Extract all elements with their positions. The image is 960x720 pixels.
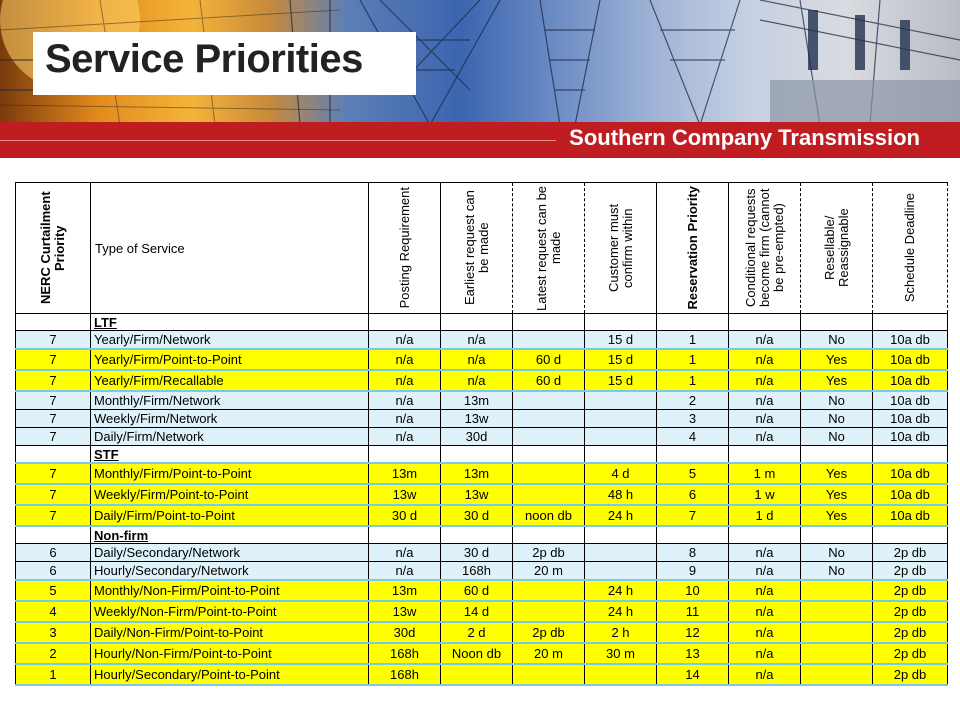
table-cell: 8 bbox=[657, 544, 729, 562]
table-row bbox=[16, 580, 948, 601]
table-cell bbox=[801, 601, 873, 622]
table-cell: n/a bbox=[441, 349, 513, 370]
table-row bbox=[16, 643, 948, 664]
table-cell: 12 bbox=[657, 622, 729, 643]
table-cell: 30 d bbox=[369, 505, 441, 526]
table-cell bbox=[369, 314, 441, 331]
table-cell: 6 bbox=[16, 544, 91, 562]
table-cell bbox=[801, 664, 873, 685]
table-cell: 1 bbox=[657, 370, 729, 391]
table-cell: 30 d bbox=[441, 505, 513, 526]
table-cell bbox=[513, 664, 585, 685]
table-cell: 14 bbox=[657, 664, 729, 685]
table-cell bbox=[585, 544, 657, 562]
table-cell bbox=[513, 484, 585, 505]
table-cell: 2p db bbox=[873, 622, 948, 643]
table-cell bbox=[801, 622, 873, 643]
table-cell: Hourly/Non-Firm/Point-to-Point bbox=[91, 643, 369, 664]
table-cell: 2p db bbox=[873, 643, 948, 664]
section-label: STF bbox=[91, 446, 369, 464]
table-cell: 4 bbox=[16, 601, 91, 622]
table-cell bbox=[585, 410, 657, 428]
table-cell: 2p db bbox=[873, 664, 948, 685]
table-cell bbox=[729, 526, 801, 544]
table-cell: Yes bbox=[801, 463, 873, 484]
table-cell: Daily/Secondary/Network bbox=[91, 544, 369, 562]
table-cell: Daily/Firm/Network bbox=[91, 428, 369, 446]
table-cell: n/a bbox=[369, 410, 441, 428]
table-cell bbox=[657, 314, 729, 331]
table-row bbox=[16, 391, 948, 410]
table-row bbox=[16, 331, 948, 350]
table-row bbox=[16, 349, 948, 370]
table-cell: 13w bbox=[441, 484, 513, 505]
company-bar bbox=[0, 122, 960, 158]
col-header-deadline: Schedule Deadline bbox=[873, 183, 948, 314]
table-cell: No bbox=[801, 391, 873, 410]
table-cell: 7 bbox=[16, 410, 91, 428]
table-cell bbox=[801, 643, 873, 664]
table-cell: Weekly/Non-Firm/Point-to-Point bbox=[91, 601, 369, 622]
table-cell: Yes bbox=[801, 349, 873, 370]
table-cell: 5 bbox=[16, 580, 91, 601]
table-cell: 30 m bbox=[585, 643, 657, 664]
table-cell: 60 d bbox=[513, 349, 585, 370]
table-cell: 2p db bbox=[873, 601, 948, 622]
table-cell: 1 m bbox=[729, 463, 801, 484]
table-body bbox=[16, 314, 948, 686]
table-header-row bbox=[16, 183, 948, 314]
table-cell bbox=[729, 314, 801, 331]
table-cell: No bbox=[801, 331, 873, 350]
table-cell bbox=[513, 331, 585, 350]
table-cell: 1 bbox=[657, 349, 729, 370]
table-cell: 13 bbox=[657, 643, 729, 664]
table-cell: 7 bbox=[16, 505, 91, 526]
table-cell bbox=[441, 526, 513, 544]
table-cell: n/a bbox=[729, 370, 801, 391]
company-name: Southern Company Transmission bbox=[569, 125, 920, 150]
divider-line bbox=[0, 140, 556, 141]
table-cell: 15 d bbox=[585, 331, 657, 350]
section-label: LTF bbox=[91, 314, 369, 331]
table-cell bbox=[513, 526, 585, 544]
table-cell: 10a db bbox=[873, 484, 948, 505]
table-cell: 2 bbox=[657, 391, 729, 410]
table-cell: n/a bbox=[729, 601, 801, 622]
table-cell: No bbox=[801, 428, 873, 446]
table-cell: Weekly/Firm/Point-to-Point bbox=[91, 484, 369, 505]
table-cell bbox=[801, 580, 873, 601]
table-cell: 10a db bbox=[873, 391, 948, 410]
table-cell: n/a bbox=[729, 349, 801, 370]
table-cell: 7 bbox=[16, 331, 91, 350]
title-box bbox=[33, 32, 416, 95]
table-cell: 3 bbox=[657, 410, 729, 428]
table-cell: 13m bbox=[441, 391, 513, 410]
table-cell bbox=[513, 601, 585, 622]
table-cell: 10a db bbox=[873, 463, 948, 484]
table-cell bbox=[801, 314, 873, 331]
table-cell: 20 m bbox=[513, 643, 585, 664]
table-cell: 168h bbox=[369, 643, 441, 664]
table-cell: 4 d bbox=[585, 463, 657, 484]
table-cell: Yes bbox=[801, 484, 873, 505]
table-cell bbox=[657, 526, 729, 544]
section-label: Non-firm bbox=[91, 526, 369, 544]
table-cell: 60 d bbox=[441, 580, 513, 601]
table-row bbox=[16, 601, 948, 622]
table-cell: n/a bbox=[369, 331, 441, 350]
table-cell: Daily/Firm/Point-to-Point bbox=[91, 505, 369, 526]
table-cell: 10a db bbox=[873, 331, 948, 350]
table-cell bbox=[585, 664, 657, 685]
table-cell: 15 d bbox=[585, 349, 657, 370]
table-cell: 24 h bbox=[585, 601, 657, 622]
table-cell: Daily/Non-Firm/Point-to-Point bbox=[91, 622, 369, 643]
table-cell: Monthly/Firm/Network bbox=[91, 391, 369, 410]
table-cell: Noon db bbox=[441, 643, 513, 664]
table-cell: Yearly/Firm/Point-to-Point bbox=[91, 349, 369, 370]
table-cell: n/a bbox=[729, 664, 801, 685]
table-cell: 7 bbox=[16, 428, 91, 446]
table-cell: 24 h bbox=[585, 505, 657, 526]
section-row bbox=[16, 446, 948, 464]
table-cell: 2 h bbox=[585, 622, 657, 643]
table-row bbox=[16, 505, 948, 526]
table-cell: n/a bbox=[729, 331, 801, 350]
table-cell: Yearly/Firm/Network bbox=[91, 331, 369, 350]
table-cell: No bbox=[801, 410, 873, 428]
table-cell: Hourly/Secondary/Point-to-Point bbox=[91, 664, 369, 685]
table-cell bbox=[513, 391, 585, 410]
table-cell: 168h bbox=[441, 562, 513, 581]
table-cell bbox=[513, 580, 585, 601]
table-cell: 1 d bbox=[729, 505, 801, 526]
table-cell: 13m bbox=[441, 463, 513, 484]
table-cell: 48 h bbox=[585, 484, 657, 505]
table-cell: n/a bbox=[729, 622, 801, 643]
table-cell: 10a db bbox=[873, 410, 948, 428]
table-cell: Yes bbox=[801, 370, 873, 391]
table-cell: n/a bbox=[369, 544, 441, 562]
table-row bbox=[16, 463, 948, 484]
table-cell bbox=[513, 446, 585, 464]
section-row bbox=[16, 314, 948, 331]
table-cell bbox=[873, 526, 948, 544]
table-cell: n/a bbox=[369, 428, 441, 446]
table-cell bbox=[369, 526, 441, 544]
table-cell: 2p db bbox=[513, 544, 585, 562]
table-cell bbox=[873, 446, 948, 464]
table-cell bbox=[585, 446, 657, 464]
table-cell: 3 bbox=[16, 622, 91, 643]
table-cell: Monthly/Firm/Point-to-Point bbox=[91, 463, 369, 484]
table-cell bbox=[513, 463, 585, 484]
table-cell: n/a bbox=[441, 331, 513, 350]
table-cell: 30d bbox=[369, 622, 441, 643]
table-cell: 7 bbox=[16, 391, 91, 410]
table-cell bbox=[585, 428, 657, 446]
table-cell: 20 m bbox=[513, 562, 585, 581]
table-cell: 13w bbox=[369, 484, 441, 505]
table-cell: n/a bbox=[729, 428, 801, 446]
table-row bbox=[16, 544, 948, 562]
table-cell: 10a db bbox=[873, 428, 948, 446]
table-cell: n/a bbox=[369, 562, 441, 581]
table-cell bbox=[585, 391, 657, 410]
table-cell: 30 d bbox=[441, 544, 513, 562]
table-cell bbox=[801, 526, 873, 544]
table-cell: 1 bbox=[16, 664, 91, 685]
table-cell: 13w bbox=[441, 410, 513, 428]
table-cell: n/a bbox=[729, 580, 801, 601]
col-header-resellable: Resellable/ Reassignable bbox=[801, 183, 873, 314]
table-row bbox=[16, 622, 948, 643]
table-cell: noon db bbox=[513, 505, 585, 526]
table-cell: 10a db bbox=[873, 505, 948, 526]
table-row bbox=[16, 428, 948, 446]
table-cell bbox=[369, 446, 441, 464]
table-cell: 60 d bbox=[513, 370, 585, 391]
table-cell: 168h bbox=[369, 664, 441, 685]
table-cell: 13w bbox=[369, 601, 441, 622]
section-row bbox=[16, 526, 948, 544]
col-header-nerc: NERC Curtailment Priority bbox=[16, 183, 91, 314]
table-cell: 7 bbox=[657, 505, 729, 526]
table-cell: n/a bbox=[369, 370, 441, 391]
col-header-latest: Latest request can be made bbox=[513, 183, 585, 314]
table-cell: 13m bbox=[369, 580, 441, 601]
table-row bbox=[16, 664, 948, 685]
table-cell: 7 bbox=[16, 484, 91, 505]
col-header-confirm: Customer must confirm within bbox=[585, 183, 657, 314]
table-cell bbox=[585, 562, 657, 581]
table-cell: n/a bbox=[369, 349, 441, 370]
table-cell: 2p db bbox=[873, 580, 948, 601]
table-cell: 1 bbox=[657, 331, 729, 350]
page-title: Service Priorities bbox=[45, 37, 363, 81]
table-cell bbox=[585, 526, 657, 544]
col-header-earliest: Earliest request can be made bbox=[441, 183, 513, 314]
table-cell: n/a bbox=[729, 544, 801, 562]
table-cell bbox=[585, 314, 657, 331]
table-cell: Hourly/Secondary/Network bbox=[91, 562, 369, 581]
table-cell: 10 bbox=[657, 580, 729, 601]
header-banner bbox=[0, 0, 960, 125]
table-cell bbox=[513, 428, 585, 446]
table-cell bbox=[441, 664, 513, 685]
table-cell: n/a bbox=[729, 643, 801, 664]
table-cell bbox=[16, 526, 91, 544]
table-cell: 2 d bbox=[441, 622, 513, 643]
table-cell: n/a bbox=[729, 562, 801, 581]
table-row bbox=[16, 410, 948, 428]
table-cell bbox=[16, 446, 91, 464]
table-cell: 15 d bbox=[585, 370, 657, 391]
table-cell: 11 bbox=[657, 601, 729, 622]
table-row bbox=[16, 484, 948, 505]
table-cell: n/a bbox=[441, 370, 513, 391]
table-cell bbox=[657, 446, 729, 464]
col-header-reservation: Reservation Priority bbox=[657, 183, 729, 314]
table-cell: No bbox=[801, 544, 873, 562]
table-cell bbox=[441, 314, 513, 331]
table-cell: 14 d bbox=[441, 601, 513, 622]
table-cell: 30d bbox=[441, 428, 513, 446]
table-cell bbox=[441, 446, 513, 464]
table-cell bbox=[513, 314, 585, 331]
table-cell: Monthly/Non-Firm/Point-to-Point bbox=[91, 580, 369, 601]
table-cell: 2p db bbox=[873, 544, 948, 562]
table-cell: 6 bbox=[657, 484, 729, 505]
table-cell: 10a db bbox=[873, 370, 948, 391]
table-cell bbox=[513, 410, 585, 428]
table-cell: 7 bbox=[16, 463, 91, 484]
service-priorities-table bbox=[15, 182, 948, 686]
table-cell: 7 bbox=[16, 349, 91, 370]
table-cell: Weekly/Firm/Network bbox=[91, 410, 369, 428]
table-cell: 9 bbox=[657, 562, 729, 581]
col-header-posting: Posting Requirement bbox=[369, 183, 441, 314]
table-cell: 24 h bbox=[585, 580, 657, 601]
table-cell: 13m bbox=[369, 463, 441, 484]
table-row bbox=[16, 370, 948, 391]
table-cell: 6 bbox=[16, 562, 91, 581]
table-cell: 10a db bbox=[873, 349, 948, 370]
table-cell: No bbox=[801, 562, 873, 581]
table-cell: n/a bbox=[729, 391, 801, 410]
table-cell: 1 w bbox=[729, 484, 801, 505]
table-cell: 2p db bbox=[513, 622, 585, 643]
table-cell: n/a bbox=[729, 410, 801, 428]
table-cell: Yes bbox=[801, 505, 873, 526]
table-cell: 7 bbox=[16, 370, 91, 391]
col-header-type: Type of Service bbox=[91, 183, 369, 314]
table-cell bbox=[873, 314, 948, 331]
table-cell bbox=[801, 446, 873, 464]
table-cell bbox=[729, 446, 801, 464]
col-header-conditional: Conditional requests become firm (cannot be pre-empted) bbox=[729, 183, 801, 314]
table-cell: Yearly/Firm/Recallable bbox=[91, 370, 369, 391]
table-cell: 2 bbox=[16, 643, 91, 664]
table-cell: 5 bbox=[657, 463, 729, 484]
table-cell: 4 bbox=[657, 428, 729, 446]
table-cell: 2p db bbox=[873, 562, 948, 581]
table-cell: n/a bbox=[369, 391, 441, 410]
table-cell bbox=[16, 314, 91, 331]
table-row bbox=[16, 562, 948, 581]
